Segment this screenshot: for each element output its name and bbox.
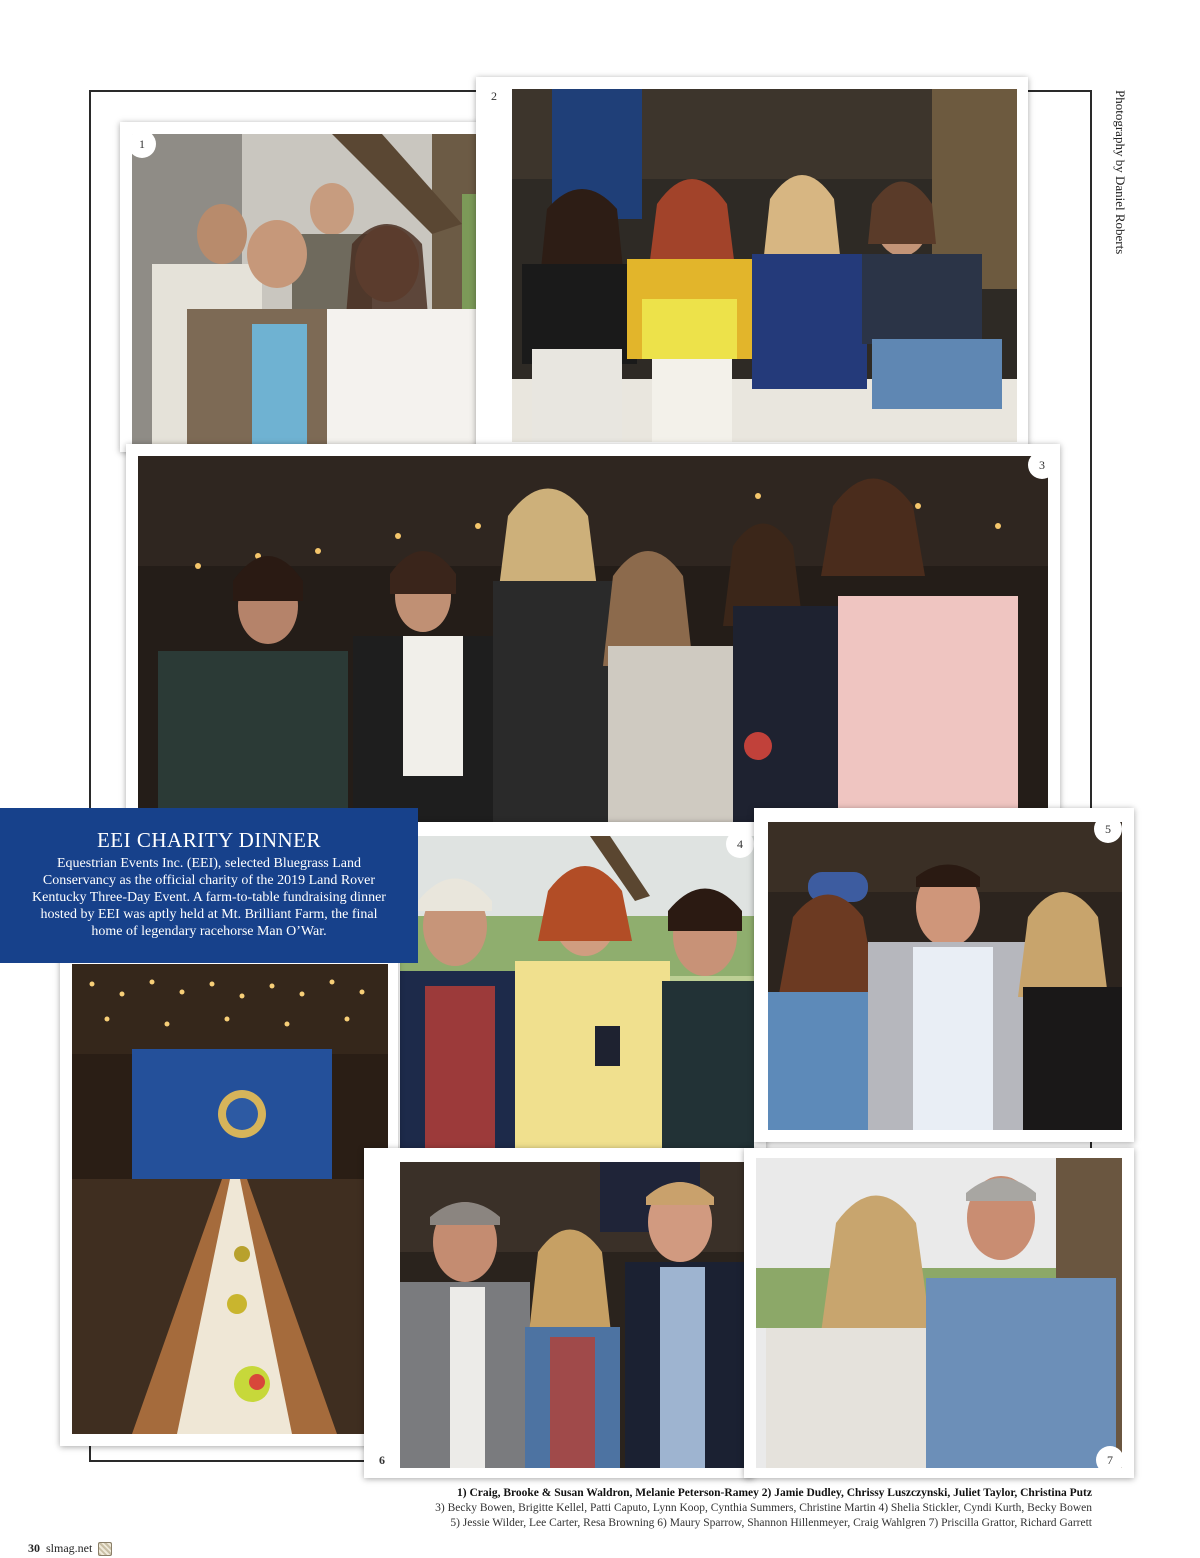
caption-line-1: 1) Craig, Brooke & Susan Waldron, Melanie Peterson-Ramey 2) Jamie Dudley, Chrissy Luszczynski, Juliet Taylor, Christina Putz [457,1487,1092,1499]
photo-5-image [768,822,1122,1130]
photo-3 [126,444,1060,822]
photo-4-number: 4 [726,830,754,858]
site-name: slmag.net [46,1541,93,1555]
photo-4-image [400,836,754,1148]
photo-2-image [512,89,1017,442]
photo-2 [476,77,1028,455]
feature-title-box [0,808,418,963]
photo-4 [398,822,766,1160]
photo-1-number: 1 [128,130,156,158]
photo-7 [744,1148,1134,1478]
magazine-logo-icon [98,1542,112,1556]
photo-5-number: 5 [1094,815,1122,843]
photo-5 [754,808,1134,1142]
feature-body: Equestrian Events Inc. (EEI), selected Bluegrass Land Conservancy as the official charity of the 2019 Land Rover Kentucky Three-Day Event. A farm-to-table fundraising dinner hosted by EEI was aptly held at Mt. Brilliant Farm, the final home of legendary racehorse Man O’War. [32,856,386,939]
photo-captions [435,1486,1092,1531]
photo-7-number: 7 [1096,1446,1124,1474]
photo-7-image [756,1158,1122,1468]
photo-6-image [400,1162,744,1468]
page-footer [28,1541,112,1556]
photo-dinner-table-image [72,964,388,1434]
page-number: 30 [28,1541,40,1555]
photo-6-number: 6 [368,1446,396,1474]
photo-credit: Photography by Daniel Roberts [1113,90,1128,255]
photo-3-number: 3 [1028,451,1056,479]
photo-2-number: 2 [480,82,508,110]
photo-3-image [138,456,1048,822]
photo-1-image [132,134,500,450]
caption-line-3: 5) Jessie Wilder, Lee Carter, Resa Browning 6) Maury Sparrow, Shannon Hillenmeyer, Craig Wahlgren 7) Priscilla Grattor, Richard Garrett [450,1517,1092,1529]
caption-line-2: 3) Becky Bowen, Brigitte Kellel, Patti Caputo, Lynn Koop, Cynthia Summers, Christine Martin 4) Shelia Stickler, Cyndi Kurth, Becky Bowen [435,1502,1092,1514]
photo-1 [120,122,512,452]
photo-6 [364,1148,754,1478]
photo-dinner-table [60,950,398,1446]
feature-title: EEI CHARITY DINNER [96,828,322,852]
